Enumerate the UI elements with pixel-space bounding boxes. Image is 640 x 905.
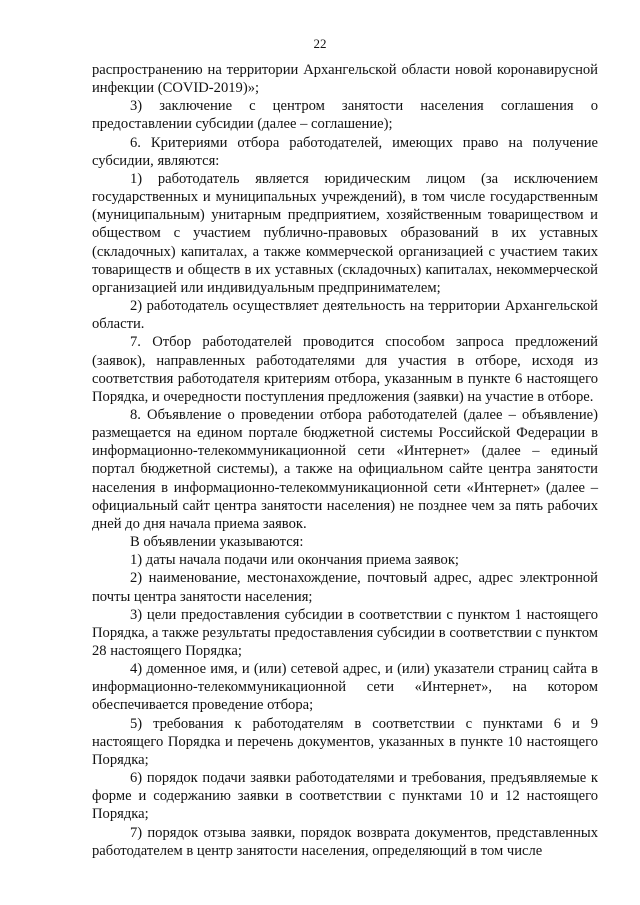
paragraph-criterion-2: 2) работодатель осуществляет деятельность на территории Архангельской области. xyxy=(92,298,598,333)
paragraph-section-6: 6. Критериями отбора работодателей, имеющих право на получение субсидии, являются: xyxy=(92,134,598,169)
page-number: 22 xyxy=(313,36,327,51)
paragraph-continuation: распространению на территории Архангельской области новой коронавирусной инфекции (COVID-2019)»; xyxy=(92,62,598,97)
paragraph-item-3-agreement: 3) заключение с центром занятости населения соглашения о предоставлении субсидии (далее – соглашение); xyxy=(92,98,598,133)
paragraph-announcement-2: 2) наименование, местонахождение, почтовый адрес, адрес электронной почты центра занятости населения; xyxy=(92,570,598,605)
paragraph-announcement-6: 6) порядок подачи заявки работодателями и требования, предъявляемые к форме и содержанию заявки в соответствии с пунктами 10 и 12 настоящего Порядка; xyxy=(92,770,598,823)
paragraph-section-7: 7. Отбор работодателей проводится способом запроса предложений (заявок), направленных работодателями для участия в отборе, исходя из соответствия работодателя критериям отбора, указанным в пункте 6 настоящего Порядка, и очередности поступления предложения (заявки) на участие в отборе. xyxy=(92,334,598,405)
paragraph-announcement-3: 3) цели предоставления субсидии в соответствии с пунктом 1 настоящего Порядка, а также результаты предоставления субсидии в соответствии с пунктом 28 настоящего Порядка; xyxy=(92,606,598,659)
paragraph-announcement-1: 1) даты начала подачи или окончания приема заявок; xyxy=(130,552,459,569)
paragraph-criterion-1: 1) работодатель является юридическим лицом (за исключением государственных и муниципальных учреждений), в том числе государственным (муниципальным) унитарным предприятием, хозяйственным товариществом и обществом с участием публично-правовых образований в их уставных (складочных) капиталах, а также коммерческой организацией с участием таких товариществ и обществ в их уставных (складочных) капиталах, некоммерческой организацией или индивидуальным предпринимателем; xyxy=(92,170,598,296)
paragraph-announcement-4: 4) доменное имя, и (или) сетевой адрес, и (или) указатели страниц сайта в информационно-телекоммуникационной сети «Интернет», на котором обеспечивается проведение отбора; xyxy=(92,661,598,714)
paragraph-section-8: 8. Объявление о проведении отбора работодателей (далее – объявление) размещается на едином портале бюджетной системы Российской Федерации в информационно-телекоммуникационной сети «Интернет» (далее – единый портал бюджетной системы), а также на официальном сайте центра занятости населения в информационно-телекоммуникационной сети «Интернет» (далее – официальный сайт центра занятости населения) не позднее чем за пять рабочих дней до дня начала приема заявок. xyxy=(92,406,598,532)
document-body xyxy=(92,61,598,860)
paragraph-announcement-intro: В объявлении указываются: xyxy=(130,534,304,551)
paragraph-announcement-7: 7) порядок отзыва заявки, порядок возврата документов, представленных работодателем в центр занятости населения, определяющий в том числе xyxy=(92,824,598,859)
paragraph-announcement-5: 5) требования к работодателям в соответствии с пунктами 6 и 9 настоящего Порядка и перечень документов, указанных в пункте 10 настоящего Порядка; xyxy=(92,715,598,768)
